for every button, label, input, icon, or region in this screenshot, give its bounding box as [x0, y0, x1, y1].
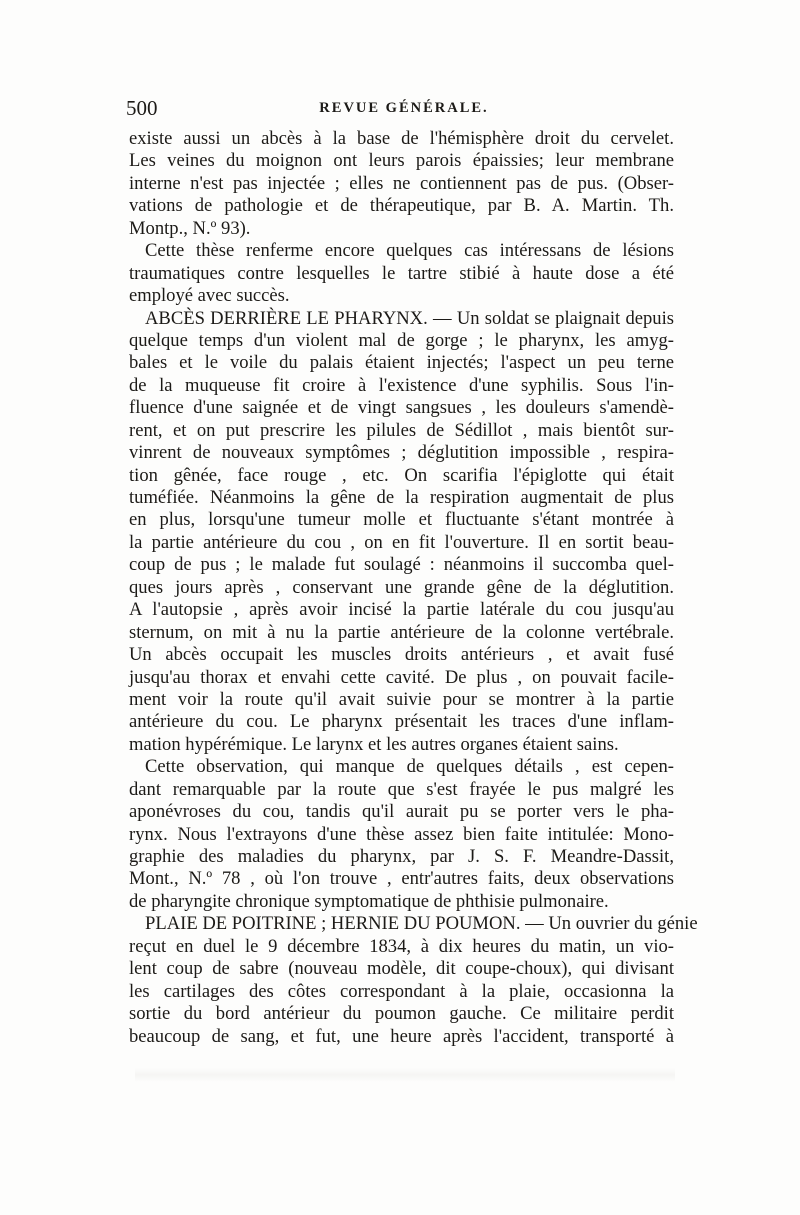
text-line: jusqu'au thorax et envahi cette cavité. De plus , on pouvait facile-	[129, 666, 674, 688]
page-number: 500	[126, 96, 158, 120]
text-line: employé avec succès.	[129, 285, 290, 307]
text-line: rynx. Nous l'extrayons d'une thèse assez bien faite intitulée: Mono-	[129, 823, 674, 845]
text-line: de pharyngite chronique symptomatique de phthisie pulmonaire.	[129, 890, 609, 912]
text-line: de la muqueuse fit croire à l'existence d'une syphilis. Sous l'in-	[129, 374, 674, 396]
text-line: Mont., N.º 78 , où l'on trouve , entr'autres faits, deux observations	[129, 868, 674, 890]
text-line: A l'autopsie , après avoir incisé la partie latérale du cou jusqu'au	[129, 599, 674, 621]
text-line: bales et le voile du palais étaient injectés; l'aspect un peu terne	[129, 352, 674, 374]
text-line: rent, et on put prescrire les pilules de Sédillot , mais bientôt sur-	[129, 419, 674, 441]
text-line: Les veines du moignon ont leurs parois épaissies; leur membrane	[129, 150, 674, 172]
text-line: quelque temps d'un violent mal de gorge ; le pharynx, les amyg-	[129, 329, 674, 351]
text-line: lent coup de sabre (nouveau modèle, dit coupe-choux), qui divisant	[129, 958, 674, 980]
text-line: reçut en duel le 9 décembre 1834, à dix heures du matin, un vio-	[129, 935, 674, 957]
text-line: vinrent de nouveaux symptômes ; déglutition impossible , respira-	[129, 442, 674, 464]
text-line: Cette observation, qui manque de quelques détails , est cepen-	[145, 756, 674, 778]
section-heading-line: ABCÈS DERRIÈRE LE PHARYNX. — Un soldat se plaignait depuis	[145, 307, 674, 329]
running-title: REVUE GÉNÉRALE.	[319, 100, 489, 116]
text-line: graphie des maladies du pharynx, par J. S. F. Meandre-Dassit,	[129, 846, 674, 867]
text-line: ment voir la route qu'il avait suivie pour se montrer à la partie	[129, 688, 674, 710]
text-line: Un abcès occupait les muscles droits antérieurs , et avait fusé	[129, 644, 674, 666]
text-line: vations de pathologie et de thérapeutique, par B. A. Martin. Th.	[129, 195, 674, 217]
text-line: coup de pus ; le malade fut soulagé : néanmoins il succomba quel-	[129, 554, 674, 576]
text-line: beaucoup de sang, et fut, une heure après l'accident, transporté à	[129, 1025, 674, 1047]
text-line: sternum, on mit à nu la partie antérieure de la colonne vertébrale.	[129, 621, 674, 643]
text-line: traumatiques contre lesquelles le tartre stibié à haute dose a été	[129, 262, 674, 284]
text-line: dant remarquable par la route que s'est frayée le pus malgré les	[129, 778, 674, 800]
text-line: en plus, lorsqu'une tumeur molle et fluctuante s'étant montrée à	[129, 509, 674, 531]
text-line: existe aussi un abcès à la base de l'hémisphère droit du cervelet.	[129, 128, 674, 149]
text-line: mation hypérémique. Le larynx et les autres organes étaient sains.	[129, 733, 619, 755]
page-header	[126, 96, 682, 126]
text-line: les cartilages des côtes correspondant à la plaie, occasionna la	[129, 980, 674, 1002]
body-text	[129, 128, 698, 1048]
text-line: la partie antérieure du cou , on en fit l'ouverture. Il en sortit beau-	[129, 531, 674, 553]
text-line: ques jours après , conservant une grande gêne de la déglutition.	[129, 576, 674, 598]
text-line: fluence d'une saignée et de vingt sangsues , les douleurs s'amendè-	[129, 397, 674, 419]
text-line: aponévroses du cou, tandis qu'il aurait pu se porter vers le pha-	[129, 801, 674, 823]
text-line: antérieure du cou. Le pharynx présentait les traces d'une inflam-	[129, 711, 674, 733]
text-line: tuméfiée. Néanmoins la gêne de la respiration augmentait de plus	[129, 487, 674, 508]
text-line: sortie du bord antérieur du poumon gauche. Ce militaire perdit	[129, 1003, 674, 1025]
text-line: Montp., N.º 93).	[129, 217, 251, 239]
text-line: Cette thèse renferme encore quelques cas intéressans de lésions	[145, 240, 674, 262]
text-line: interne n'est pas injectée ; elles ne contiennent pas de pus. (Obser-	[129, 172, 674, 194]
bleed-through-shadow	[135, 1068, 675, 1082]
text-line: tion gênée, face rouge , etc. On scarifia l'épiglotte qui était	[129, 464, 674, 486]
section-heading-line: PLAIE DE POITRINE ; HERNIE DU POUMON. — Un ouvrier du génie	[145, 913, 698, 935]
